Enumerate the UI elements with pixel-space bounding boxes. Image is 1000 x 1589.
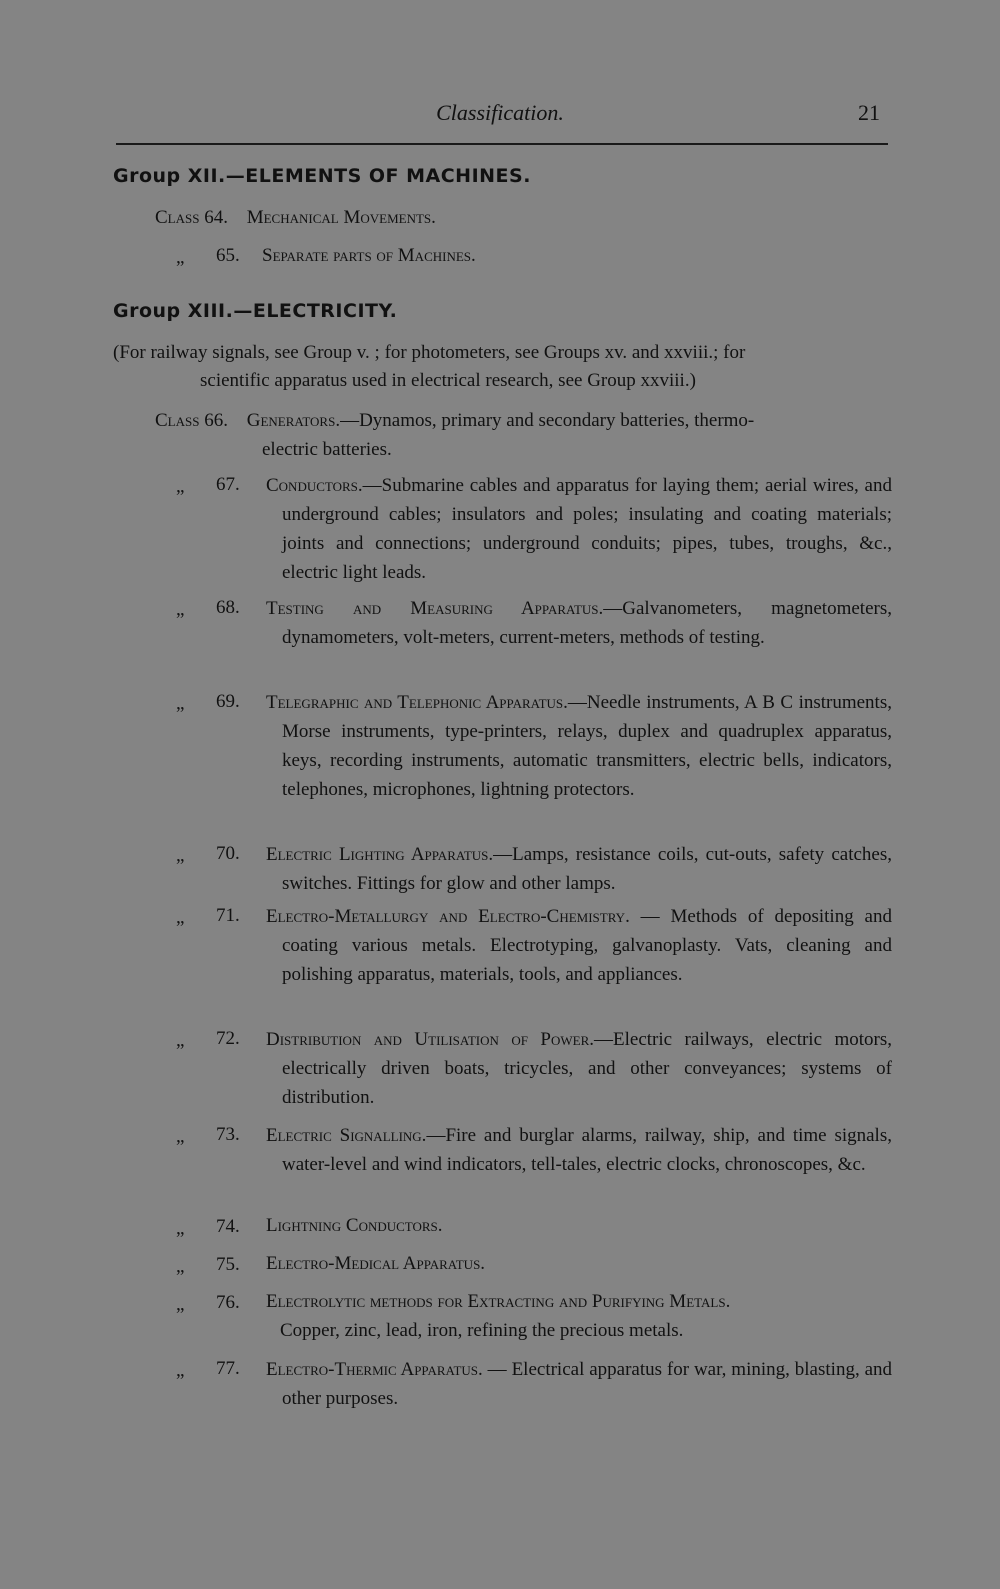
class-76-title [266, 1289, 730, 1315]
class-number: 66. [204, 410, 228, 431]
class-title: Lightning Conductors. [266, 1215, 443, 1236]
class-title: Electric Lighting Apparatus. [266, 844, 494, 865]
class-number: 68. [216, 597, 240, 618]
class-number: 70. [216, 843, 240, 864]
header-rule [116, 143, 888, 145]
ditto-mark: „ [176, 476, 185, 497]
class-64-entry [155, 205, 436, 231]
class-number: 65. [216, 245, 240, 266]
ditto-mark: „ [176, 1360, 185, 1381]
class-number: 69. [216, 691, 240, 712]
class-title [262, 243, 476, 269]
class-title: Electric Signalling. [266, 1125, 427, 1146]
class-66-description-cont: electric batteries. [262, 439, 392, 460]
class-title: Electro-Medical Apparatus. [266, 1253, 486, 1274]
class-number: 67. [216, 474, 240, 495]
ditto-mark: „ [176, 247, 185, 268]
class-description: —Dynamos, primary and secondary batteries, thermo- [340, 410, 755, 431]
class-description: —Electric railways, electric motors, electrically driven boats, tricycles, and other conveyances; systems of distribution. [282, 1029, 892, 1108]
class-number: 64. [204, 207, 228, 228]
class-number: 77. [216, 1358, 240, 1379]
class-description: — Electrical apparatus for war, mining, blasting, and other purposes. [282, 1359, 893, 1409]
ditto-mark: „ [176, 1030, 185, 1051]
class-description: —Lamps, resistance coils, cut-outs, safety catches, switches. Fittings for glow and other lamps. [282, 844, 892, 894]
class-75-entry [266, 1251, 485, 1277]
class-description: — Methods of depositing and coating various metals. Electrotyping, galvanoplasty. Vats, cleaning and polishing apparatus, materials, tools, and appliances. [282, 906, 892, 985]
class-title: Conductors. [266, 475, 363, 496]
class-71-entry [266, 902, 892, 989]
class-title: Electrolytic methods for Extracting and Purifying Metals. [266, 1291, 731, 1312]
class-70-entry [266, 840, 892, 898]
class-number: 72. [216, 1028, 240, 1049]
class-69-entry [266, 688, 892, 804]
class-title: Electro-Metallurgy and Electro-Chemistry. [266, 906, 630, 927]
class-label: Class [155, 207, 200, 228]
class-number: 73. [216, 1124, 240, 1145]
class-number: 74. [216, 1216, 240, 1237]
class-title: Electro-Thermic Apparatus. [266, 1359, 483, 1380]
ditto-mark: „ [176, 907, 185, 928]
class-number: 76. [216, 1292, 240, 1313]
class-label: Class [155, 410, 200, 431]
class-title: Generators. [246, 410, 341, 431]
ditto-mark: „ [176, 1294, 185, 1315]
page-number: 21 [858, 100, 880, 125]
group-xii-heading: Group XII.—ELEMENTS OF MACHINES. [113, 165, 531, 187]
group-note-line1: (For railway signals, see Group v. ; for photometers, see Groups xv. and xxviii.; for [113, 342, 746, 363]
class-number: 75. [216, 1254, 240, 1275]
class-72-entry [266, 1025, 892, 1112]
class-title: Testing and Measuring Apparatus. [266, 598, 604, 619]
running-title: Classification. [436, 100, 564, 125]
class-77-entry [266, 1355, 893, 1413]
class-68-entry [266, 594, 892, 652]
class-66-entry [155, 408, 754, 434]
ditto-mark: „ [176, 1218, 185, 1239]
group-note-line2: scientific apparatus used in electrical research, see Group xxviii.) [200, 370, 696, 391]
class-description: —Needle instruments, A B C instruments, Morse instruments, type-printers, relays, duplex and quadruplex apparatus, keys, recording instruments, automatic transmitters, electric bells, indicators, telephones, microphones, lightning protectors. [282, 692, 892, 800]
class-description: —Fire and burglar alarms, railway, ship, and time signals, water-level and wind indicators, tell-tales, electric clocks, chronoscopes, &c. [282, 1125, 892, 1175]
ditto-mark: „ [176, 693, 185, 714]
ditto-mark: „ [176, 1256, 185, 1277]
class-74-entry [266, 1213, 443, 1239]
ditto-mark: „ [176, 845, 185, 866]
class-number: 71. [216, 905, 240, 926]
group-xiii-heading: Group XIII.—ELECTRICITY. [113, 300, 398, 322]
class-76-description: Copper, zinc, lead, iron, refining the precious metals. [280, 1320, 684, 1341]
ditto-mark: „ [176, 1126, 185, 1147]
ditto-mark: „ [176, 599, 185, 620]
class-65-title: Separate parts of Machines. [262, 245, 476, 266]
class-description: —Galvanometers, magnetometers, dynamometers, volt-meters, current-meters, methods of testing. [282, 598, 892, 648]
class-title: Telegraphic and Telephonic Apparatus. [266, 692, 568, 713]
class-title: Distribution and Utilisation of Power. [266, 1029, 595, 1050]
class-67-entry [266, 471, 892, 587]
class-description: —Submarine cables and apparatus for laying them; aerial wires, and underground cables; insulators and poles; insulating and coating materials; joints and connections; underground conduits; pipes, tubes, troughs, &c., electric light leads. [282, 475, 892, 583]
class-73-entry [266, 1121, 892, 1179]
class-title: Mechanical Movements. [246, 207, 436, 228]
